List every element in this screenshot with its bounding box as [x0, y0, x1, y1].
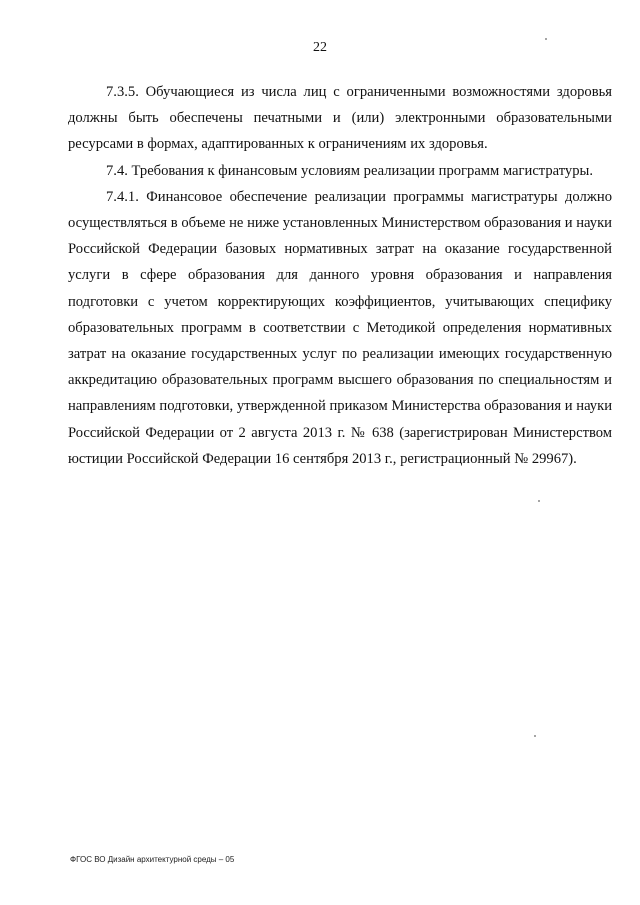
scan-speck [545, 38, 547, 40]
paragraph-7-4-1: 7.4.1. Финансовое обеспечение реализации программы магистратуры должно осуществляться в объеме не ниже установленных Министерством образования и науки Российской Федерации базовых нормативных затрат на оказание государственной услуги в сфере образования для данного уровня образования и направления подготовки с учетом корректирующих коэффициентов, учитывающих специфику образовательных программ в соответствии с Методикой определения нормативных затрат на оказание государственных услуг по реализации имеющих государственную аккредитацию образовательных программ высшего образования по специальностям и направлениям подготовки, утвержденной приказом Министерства образования и науки Российской Федерации от 2 августа 2013 г. № 638 (зарегистрирован Министерством юстиции Российской Федерации 16 сентября 2013 г., регистрационный № 29967). [68, 188, 612, 467]
paragraph-7-4: 7.4. Требования к финансовым условиям реализации программ магистратуры. [106, 162, 593, 179]
document-body [68, 79, 612, 472]
scan-speck [538, 500, 540, 502]
page-number: 22 [313, 40, 327, 55]
paragraph-7-3-5: 7.3.5. Обучающиеся из числа лиц с ограниченными возможностями здоровья должны быть обеспечены печатными и (или) электронными образовательными ресурсами в формах, адаптированных к ограничениям их здоровья. [68, 84, 612, 153]
footer-note: ФГОС ВО Дизайн архитектурной среды – 05 [70, 855, 235, 864]
scan-speck [534, 735, 536, 737]
